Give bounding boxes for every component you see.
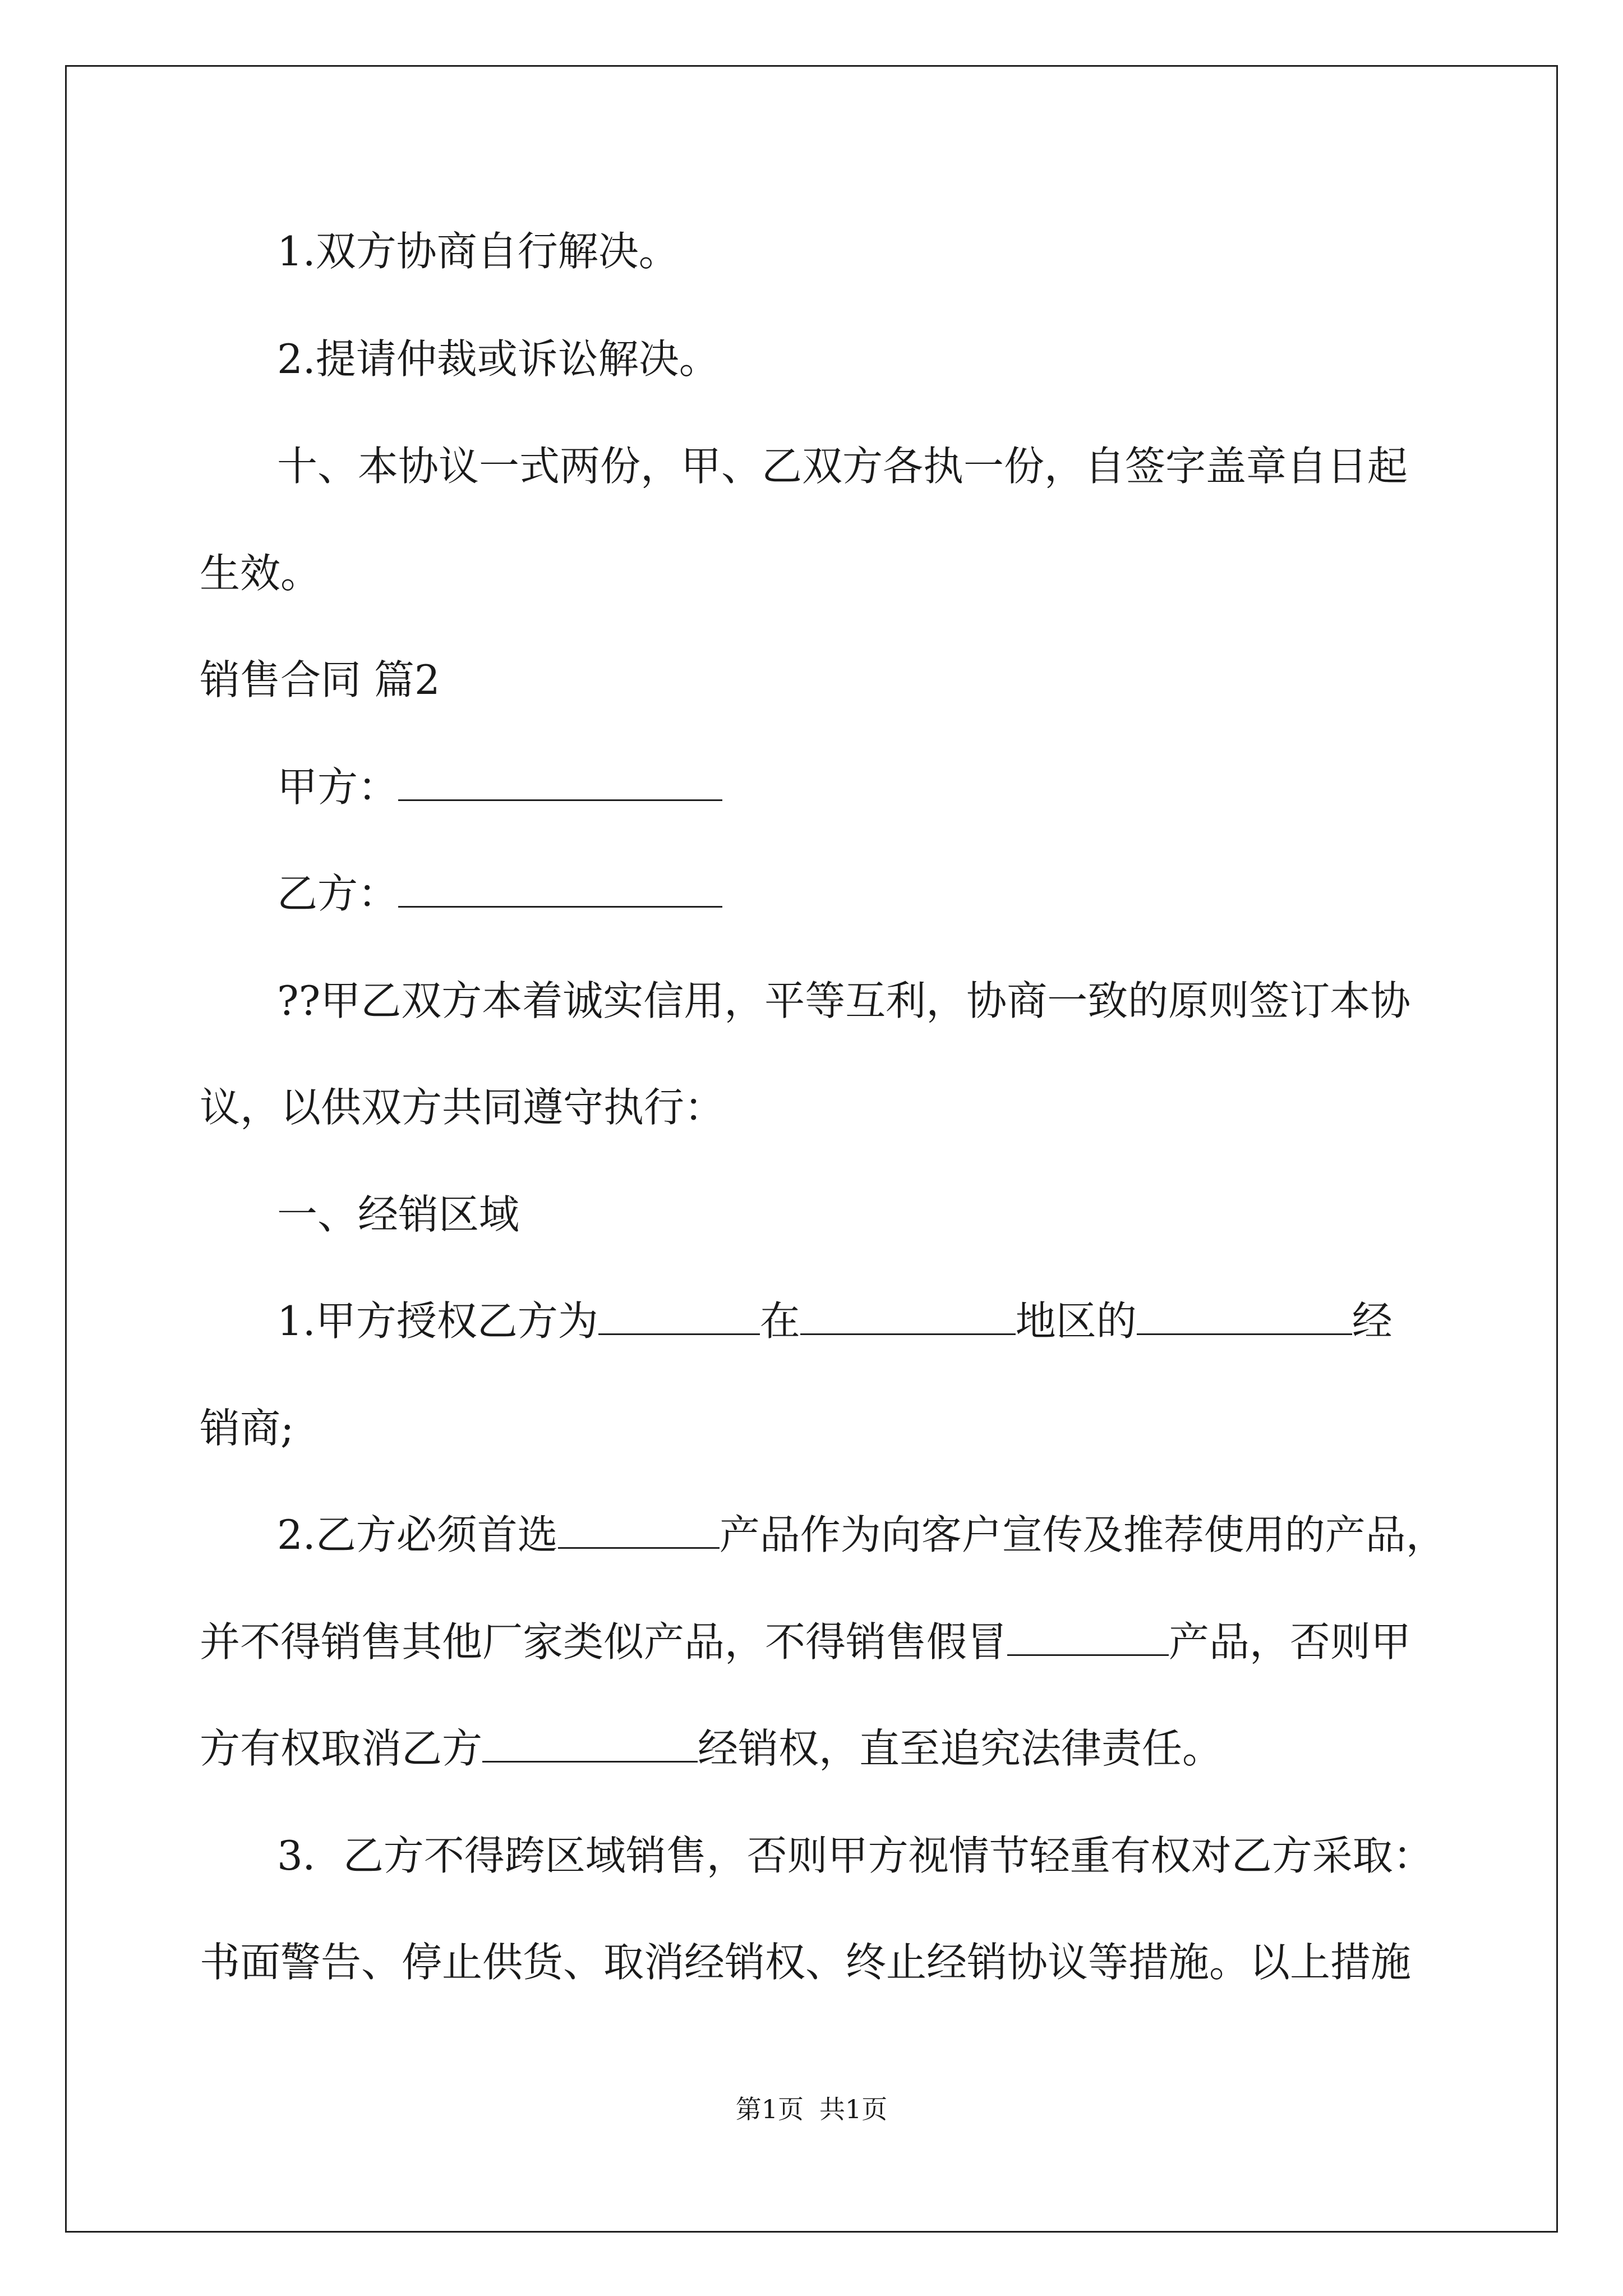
clause-line: [277, 1508, 1446, 1562]
text-fragment: 并不得销售其他厂家类似产品，不得销售假冒: [200, 1618, 1008, 1665]
party-a-label: 甲方：: [277, 763, 399, 811]
text-fragment: 地区的: [1015, 1297, 1137, 1345]
party-b-blank: [398, 871, 722, 908]
party-b-label: 乙方：: [277, 870, 399, 917]
text-line: 2.提请仲裁或诉讼解决。: [277, 335, 720, 383]
text-fragment: 1.甲方授权乙方为: [277, 1297, 598, 1345]
text-line: ??甲乙双方本着诚实信用，平等互利，协商一致的原则签订本协: [277, 977, 1411, 1024]
fill-blank: [482, 1726, 698, 1763]
text-line: 销商;: [200, 1405, 294, 1452]
text-fragment: 方有权取消乙方: [200, 1725, 483, 1772]
fill-blank: [598, 1299, 760, 1335]
text-line: 3．乙方不得跨区域销售，否则甲方视情节轻重有权对乙方采取：: [277, 1832, 1433, 1879]
party-b-line: [277, 867, 722, 921]
page-total: 共1页: [819, 2094, 888, 2124]
page-border: [65, 65, 1558, 2233]
fill-blank: [800, 1299, 1016, 1335]
fill-blank: [1137, 1299, 1352, 1335]
fill-blank: [558, 1512, 720, 1549]
fill-blank: [1007, 1619, 1169, 1656]
page-footer: [0, 2092, 1623, 2126]
text-fragment: 产品作为向客户宣传及推荐使用的产品，: [719, 1511, 1446, 1558]
text-line: 生效。: [200, 550, 321, 597]
text-line: 十、本协议一式两份，甲、乙双方各执一份，自签字盖章自日起: [277, 443, 1408, 490]
text-fragment: 经销权，直至追究法律责任。: [698, 1725, 1223, 1772]
text-line: 1.双方协商自行解决。: [277, 228, 679, 275]
text-fragment: 经: [1352, 1297, 1393, 1345]
section-heading: 一、经销区域: [277, 1191, 520, 1238]
clause-line: [277, 1294, 1393, 1348]
party-a-blank: [398, 765, 722, 801]
text-line: 书面警告、停止供货、取消经销权、终止经销协议等措施。以上措施: [200, 1939, 1412, 1986]
section-heading: 销售合同 篇2: [200, 656, 440, 703]
text-line: 议，以供双方共同遵守执行：: [200, 1084, 725, 1131]
text-fragment: 2.乙方必须首选: [277, 1511, 558, 1558]
text-fragment: 产品，否则甲: [1169, 1618, 1412, 1665]
text-fragment: 在: [759, 1297, 800, 1345]
party-a-line: [277, 760, 722, 814]
clause-line: [200, 1615, 1411, 1669]
page-number: 第1页: [735, 2094, 804, 2124]
clause-line: [200, 1722, 1223, 1775]
